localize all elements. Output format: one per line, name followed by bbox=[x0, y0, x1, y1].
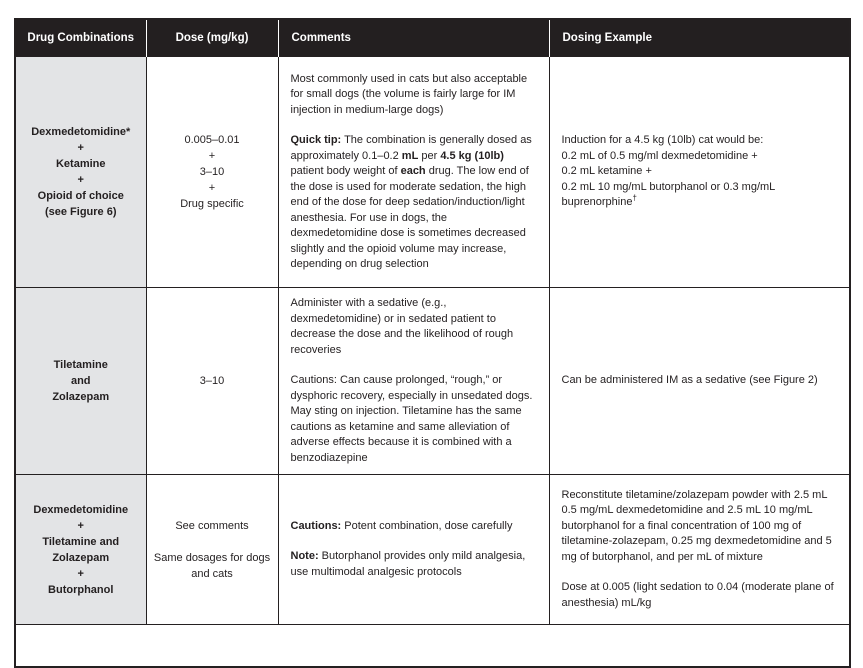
dosing-example-paragraph bbox=[562, 580, 838, 611]
comment-paragraph bbox=[291, 373, 537, 466]
text-segment: mL bbox=[401, 149, 419, 162]
cell-line: Opioid of choice bbox=[37, 190, 124, 202]
text-segment: Potent combination, dose carefully bbox=[341, 519, 513, 532]
text-segment: per bbox=[418, 149, 441, 162]
cell-line: + bbox=[77, 519, 84, 532]
text-segment: Most commonly used in cats but also acceptable for small dogs (the volume is fairly large for IM injection in medium-large dogs) bbox=[290, 72, 528, 116]
cell-line: + bbox=[208, 150, 216, 162]
cell-line: Dexmedetomidine bbox=[33, 503, 129, 516]
cell-line: Ketamine bbox=[55, 158, 106, 170]
table-row bbox=[15, 57, 850, 288]
comment-paragraph bbox=[291, 549, 537, 580]
dosing-example-paragraph bbox=[562, 488, 838, 566]
text-segment: Administer with a sedative (e.g., dexmedetomidine) or in sedated patient to decrease the dose and the likelihood of rough recoveries bbox=[290, 297, 514, 356]
text-segment: Note: bbox=[290, 550, 319, 563]
footnote-cell bbox=[15, 625, 850, 667]
dose-cell bbox=[146, 57, 278, 288]
header-cell-dosing-example: Dosing Example bbox=[549, 19, 850, 57]
dosing-example-paragraph bbox=[562, 133, 838, 211]
text-segment: each bbox=[400, 165, 426, 177]
text-segment: † bbox=[632, 193, 637, 203]
cell-line: + bbox=[77, 142, 84, 154]
header-cell-dose: Dose (mg/kg) bbox=[146, 19, 278, 57]
drug-combination-table bbox=[14, 18, 851, 668]
dosing-example-cell bbox=[549, 475, 850, 625]
text-segment: Quick tip: bbox=[290, 134, 342, 146]
comment-paragraph bbox=[291, 296, 537, 358]
cell-line: + bbox=[77, 567, 84, 580]
drug-combination-cell bbox=[15, 288, 146, 475]
cell-line: Same dosages for dogs and cats bbox=[153, 551, 271, 580]
drug-combination-table-container bbox=[14, 18, 851, 668]
table-body bbox=[15, 57, 850, 667]
text-segment: Dose at 0.005 (light sedation to 0.04 (moderate plane of anesthesia) mL/kg bbox=[561, 581, 834, 609]
text-segment: The combination is generally dosed as approximately 0.1–0.2 bbox=[290, 134, 532, 162]
cell-line: + bbox=[77, 174, 84, 186]
cell-line: Butorphanol bbox=[48, 583, 114, 596]
footnote-row bbox=[15, 625, 850, 667]
cell-line: 3–10 bbox=[199, 166, 225, 178]
cell-line bbox=[147, 534, 278, 550]
cell-line: Zolazepam bbox=[52, 391, 110, 403]
cell-line: See comments bbox=[175, 519, 249, 532]
cell-line: Dexmedetomidine* bbox=[31, 126, 131, 138]
cell-line: + bbox=[208, 182, 216, 194]
cell-line: 3–10 bbox=[199, 375, 225, 387]
cell-line: 0.005–0.01 bbox=[184, 134, 240, 146]
cell-line: Drug specific bbox=[180, 198, 244, 210]
comments-cell bbox=[278, 57, 549, 288]
dosing-example-cell bbox=[549, 288, 850, 475]
table-row bbox=[15, 475, 850, 625]
table-header bbox=[15, 19, 850, 57]
text-segment: Cautions: Can cause prolonged, “rough,” or dysphoric recovery, especially in unsedated dogs. May sting on injection. Tiletamine has the same cautions as ketamine and same alleviation of adverse effects because it is combined with a benzodiazepine bbox=[290, 374, 533, 464]
drug-combination-cell bbox=[15, 57, 146, 288]
header-cell-drug-combinations: Drug Combinations bbox=[15, 19, 146, 57]
cell-line: (see Figure 6) bbox=[44, 206, 117, 218]
comments-cell bbox=[278, 288, 549, 475]
text-segment: drug. The low end of the dose is used for moderate sedation, the high end of the dose for deep sedation/induction/light anesthesia. For use in dogs, the dexmedetomidine dose is sometimes decreased slightly and the opioid volume may increase, depending on drug selection bbox=[290, 165, 529, 270]
cell-line: Tiletamine bbox=[53, 359, 108, 371]
text-segment: Induction for a 4.5 kg (10lb) cat would be: bbox=[561, 134, 764, 147]
header-cell-comments: Comments bbox=[278, 19, 549, 57]
cell-line: Tiletamine and bbox=[42, 535, 120, 548]
dose-cell bbox=[146, 288, 278, 475]
text-segment: patient body weight of bbox=[290, 165, 401, 177]
comment-paragraph bbox=[291, 133, 537, 273]
text-segment: Cautions: bbox=[290, 519, 342, 532]
comments-cell bbox=[278, 475, 549, 625]
drug-combination-cell bbox=[15, 475, 146, 625]
cell-line: and bbox=[70, 375, 91, 387]
dosing-example-paragraph bbox=[562, 373, 838, 389]
text-segment: 0.2 mL 10 mg/mL butorphanol or 0.3 mg/mL buprenorphine bbox=[561, 180, 775, 209]
text-segment: 0.2 mL of 0.5 mg/ml dexmedetomidine + bbox=[561, 149, 758, 162]
text-segment: 4.5 kg (10lb) bbox=[440, 149, 504, 162]
text-segment: Can be administered IM as a sedative (see Figure 2) bbox=[561, 374, 818, 387]
text-segment: 0.2 mL ketamine + bbox=[561, 165, 652, 178]
header-row bbox=[15, 19, 850, 57]
text-segment: Reconstitute tiletamine/zolazepam powder with 2.5 mL 0.5 mg/mL dexmedetomidine and 2.5 mL 10 mg/mL butorphanol for a final concentration of 100 mg of tiletamine-zolazepam, 0.25 mg dexmedetomidine and 5 mg of butorphanol, and per mL of mixture bbox=[561, 488, 832, 563]
text-segment: Butorphanol provides only mild analgesia, use multimodal analgesic protocols bbox=[290, 550, 526, 578]
cell-line: Zolazepam bbox=[52, 551, 110, 564]
comment-paragraph bbox=[291, 72, 537, 119]
dosing-example-cell bbox=[549, 57, 850, 288]
dose-cell bbox=[146, 475, 278, 625]
table-row bbox=[15, 288, 850, 475]
comment-paragraph bbox=[291, 519, 537, 535]
